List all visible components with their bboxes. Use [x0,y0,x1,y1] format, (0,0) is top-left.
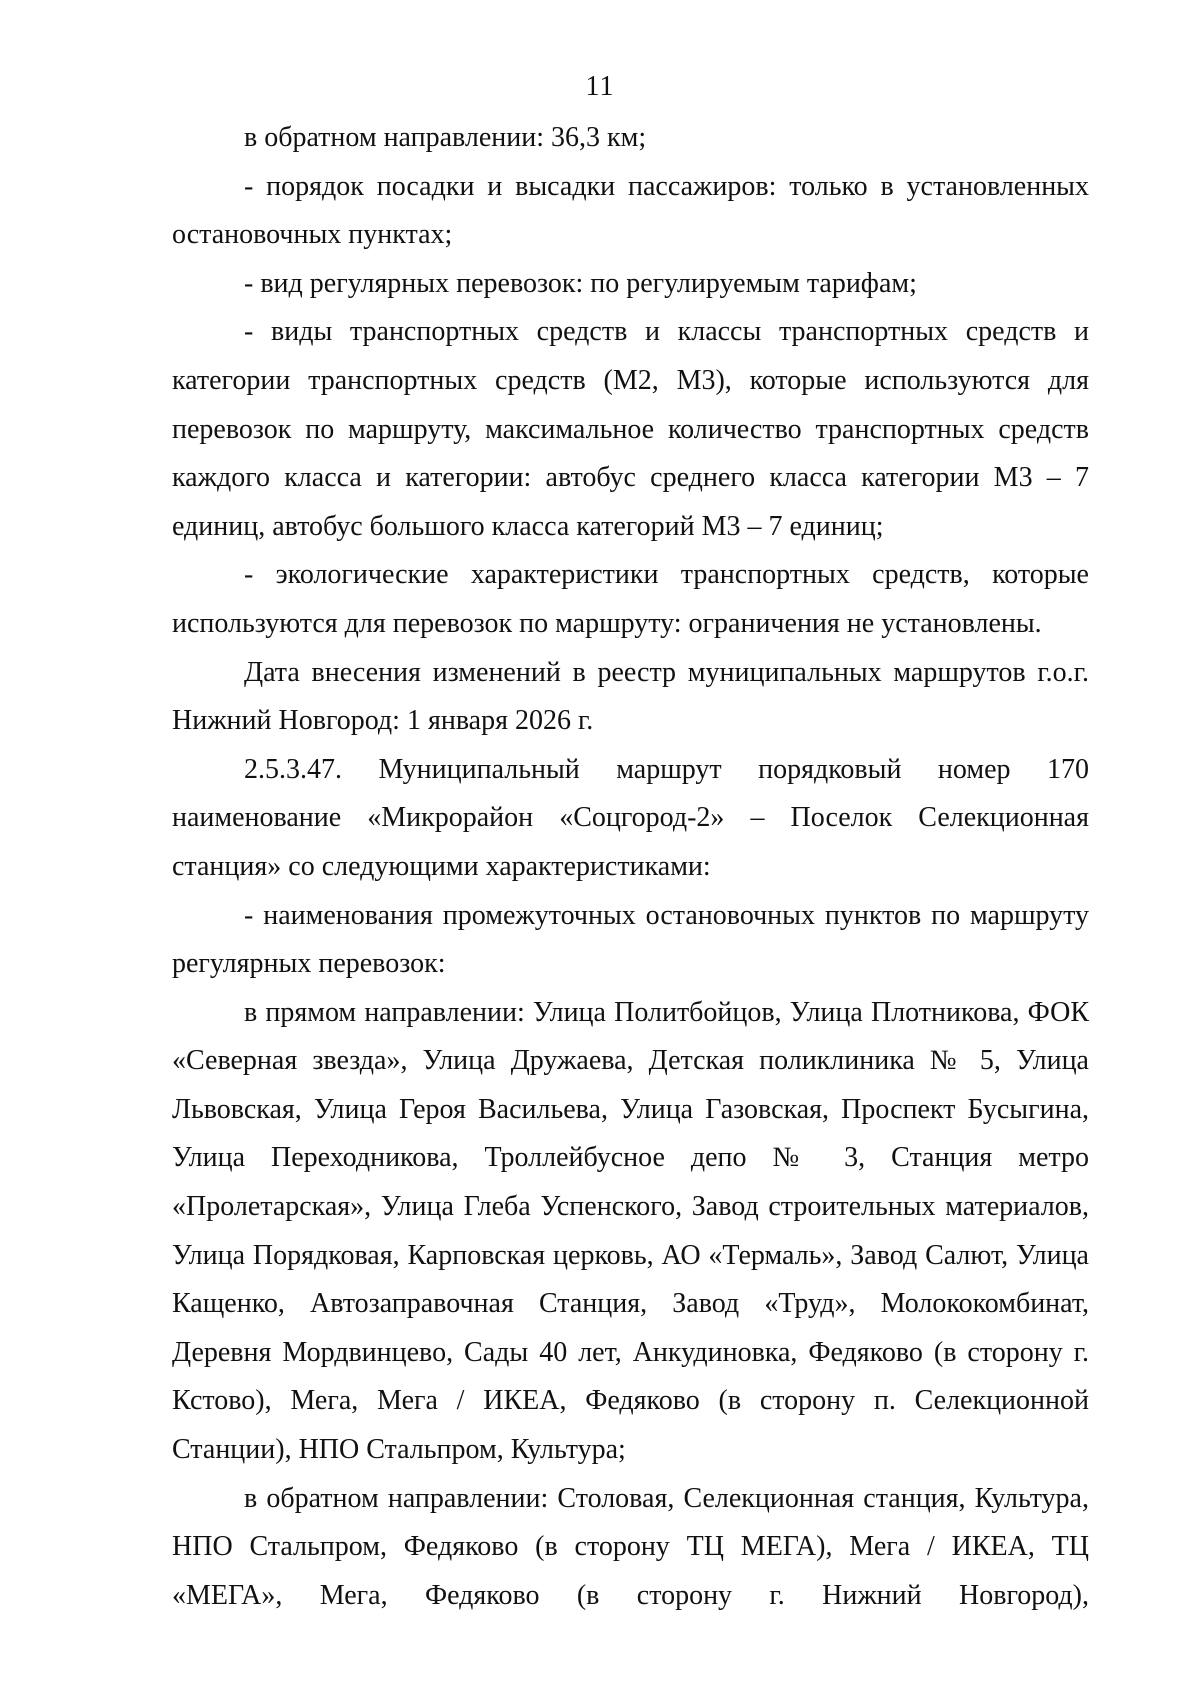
paragraph-registry-date: Дата внесения изменений в реестр муниципальных маршрутов г.о.г. Нижний Новгород: 1 января 2026 г. [172,656,1089,737]
paragraph-reverse-direction: в обратном направлении: Столовая, Селекционная станция, Культура, НПО Стальпром, Федяково (в сторону ТЦ МЕГА), Мега / ИКЕА, ТЦ «МЕГА», Мега, Федяково (в сторону г. Нижний Новгород), [172,1482,1089,1611]
paragraph-boarding-order: - порядок посадки и высадки пассажиров: только в установленных остановочных пунктах; [172,170,1089,251]
paragraph-route-170: 2.5.3.47. Муниципальный маршрут порядковый номер 170 наименование «Микрорайон «Соцгород-2» – Поселок Селекционная станция» со следующими характеристиками: [172,753,1089,882]
paragraph-reverse-distance: в обратном направлении: 36,3 км; [244,122,647,153]
page-number: 11 [585,71,615,102]
paragraph-transport-type: - вид регулярных перевозок: по регулируемым тарифам; [244,267,917,299]
paragraph-ecology: - экологические характеристики транспортных средств, которые используются для перевозок по маршруту: ограничения не установлены. [172,559,1089,639]
paragraph-intermediate-stops: - наименования промежуточных остановочных пунктов по маршруту регулярных перевозок: [172,899,1089,980]
document-body [172,114,1089,1620]
paragraph-vehicle-classes: - виды транспортных средств и классы транспортных средств и категории транспортных средств (М2, М3), которые используются для перевозок по маршруту, максимальное количество транспортных средств каждого класса и категории: автобус среднего класса категории М3 – 7 единиц, автобус большого класса категорий М3 – 7 единиц; [172,316,1089,542]
paragraph-forward-direction: в прямом направлении: Улица Политбойцов, Улица Плотникова, ФОК «Северная звезда», Улица Дружаева, Детская поликлиника № 5, Улица Львовская, Улица Героя Васильева, Улица Газовская, Проспект Бусыгина, Улица Переходникова, Троллейбусное депо № 3, Станция метро «Пролетарская», Улица Глеба Успенского, Завод строительных материалов, Улица Порядковая, Карповская церковь, АО «Термаль», Завод Салют, Улица Кащенко, Автозаправочная Станция, Завод «Труд», Молококомбинат, Деревня Мордвинцево, Сады 40 лет, Анкудиновка, Федяково (в сторону г. Кстово), Мега, Мега / ИКЕА, Федяково (в сторону п. Селекционной Станции), НПО Стальпром, Культура; [172,996,1089,1466]
